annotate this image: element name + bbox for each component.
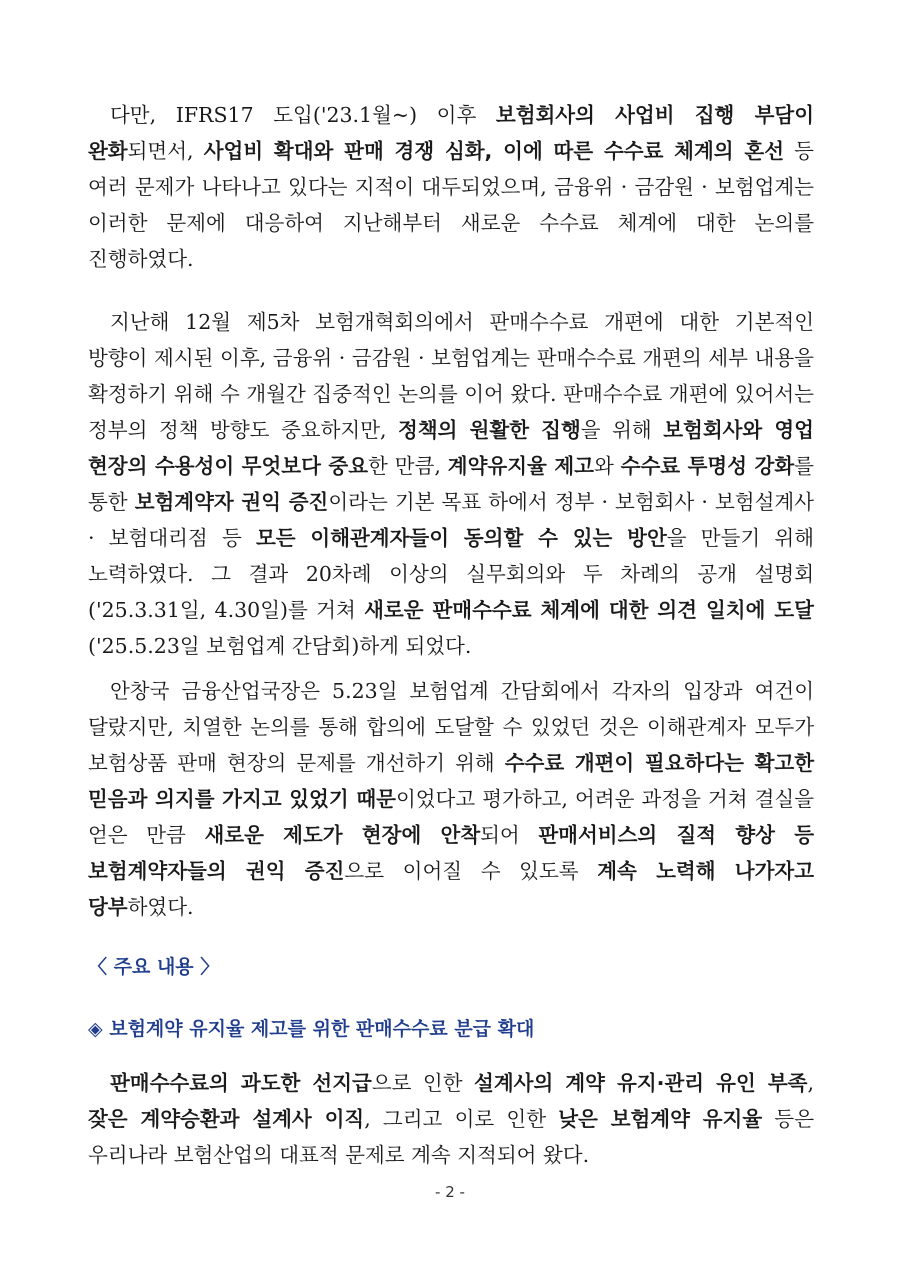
body-text: 를 통한 [88, 454, 814, 514]
emphasis-text: 낮은 보험계약 유지율 [558, 1107, 763, 1131]
emphasis-text: 새로운 판매수수료 체계에 대한 의견 일치에 도달 [364, 598, 814, 622]
emphasis-text: 보험계약자 권익 증진 [134, 490, 329, 514]
emphasis-text: 계약유지율 제고 [447, 454, 594, 478]
emphasis-text: 보험회사의 사업비 집행 부담이 완화 [88, 103, 814, 163]
emphasis-text: 판매수수료의 과도한 선지급 [110, 1071, 372, 1095]
emphasis-text: 수수료 투명성 강화 [620, 454, 795, 478]
body-text: 하였다. [127, 895, 194, 919]
emphasis-text: 정책의 원활한 집행 [398, 418, 581, 442]
paragraph-reform-process [88, 304, 814, 664]
section-heading: ◈ 보험계약 유지율 제고를 위한 판매수수료 분급 확대 [88, 1018, 535, 1040]
emphasis-text: 모든 이해관계자들이 동의할 수 있는 방안 [255, 526, 667, 550]
body-text: 이라는 기본 목표 하에서 정부 · 보험회사 · 보험설계사 · 보험대리점 등 [88, 490, 814, 550]
emphasis-text: 계속 노력해 나가자고 당부 [88, 859, 815, 919]
emphasis-text: 판매서비스의 질적 향상 등 보험계약자들의 권익 증진 [88, 823, 814, 883]
body-text: 한 만큼, [368, 454, 448, 478]
body-text: 등은 우리나라 보험산업의 대표적 문제로 계속 지적되어 왔다. [88, 1107, 815, 1167]
body-text: 등 여러 문제가 나타나고 있다는 지적이 대두되었으며, 금융위 · 금감원 · 보험업계는 이러한 문제에 대응하여 지난해부터 새로운 수수료 체계에 대한 논의를 진행하였다. [88, 139, 814, 271]
paragraph-director-remarks [88, 673, 814, 925]
body-text: 을 만들기 위해 노력하였다. 그 결과 20차례 이상의 실무회의와 두 차례의 공개 설명회('25.3.31일, 4.30일)를 거쳐 [88, 526, 814, 622]
body-text: 되면서, [127, 139, 204, 163]
emphasis-text: 새로운 제도가 현장에 안착 [204, 823, 481, 847]
body-text: 와 [593, 454, 621, 478]
body-text: , 그리고 이로 인한 [364, 1107, 559, 1131]
emphasis-text: 보험회사와 영업 현장의 수용성이 무엇보다 중요 [88, 418, 814, 478]
summary-heading: 〈 주요 내용 〉 [88, 956, 220, 978]
body-text: 을 위해 [580, 418, 664, 442]
body-text: 안창국 금융산업국장은 5.23일 보험업계 간담회에서 각자의 입장과 여건이 달랐지만, 치열한 논의를 통해 합의에 도달할 수 있었던 것은 이해관계자 모두가 보험상품 판매 현장의 문제를 개선하기 위해 [88, 679, 814, 775]
body-text: 으로 인한 [371, 1071, 475, 1095]
emphasis-text: 설계사의 계약 유지·관리 유인 부족 [474, 1071, 808, 1095]
body-text: 으로 이어질 수 있도록 [344, 859, 598, 883]
body-text: 되어 [480, 823, 539, 847]
paragraph-retention-problem [88, 1065, 814, 1173]
page-number: - 2 - [435, 1183, 465, 1201]
body-text: , [807, 1071, 814, 1095]
body-text: ('25.5.23일 보험업계 간담회)하게 되었다. [88, 634, 472, 658]
emphasis-text: 잦은 계약승환과 설계사 이직 [88, 1107, 365, 1131]
emphasis-text: 사업비 확대와 판매 경쟁 심화, 이에 따른 수수료 체계의 혼선 [203, 139, 784, 163]
body-text: 다만, IFRS17 도입('23.1월~) 이후 [110, 103, 496, 127]
emphasis-text: 수수료 개편이 필요하다는 확고한 믿음과 의지를 가지고 있었기 때문 [88, 751, 814, 811]
paragraph-ifrs17-background [88, 97, 814, 277]
body-text: 이었다고 평가하고, 어려운 과정을 거쳐 결실을 얻은 만큼 [88, 787, 814, 847]
body-text: 지난해 12월 제5차 보험개혁회의에서 판매수수료 개편에 대한 기본적인 방향이 제시된 이후, 금융위 · 금감원 · 보험업계는 판매수수료 개편의 세부 내용을 확정하기 위해 수 개월간 집중적인 논의를 이어 왔다. 판매수수료 개편에 있어서는 정부의 정책 방향도 중요하지만, [88, 310, 814, 442]
